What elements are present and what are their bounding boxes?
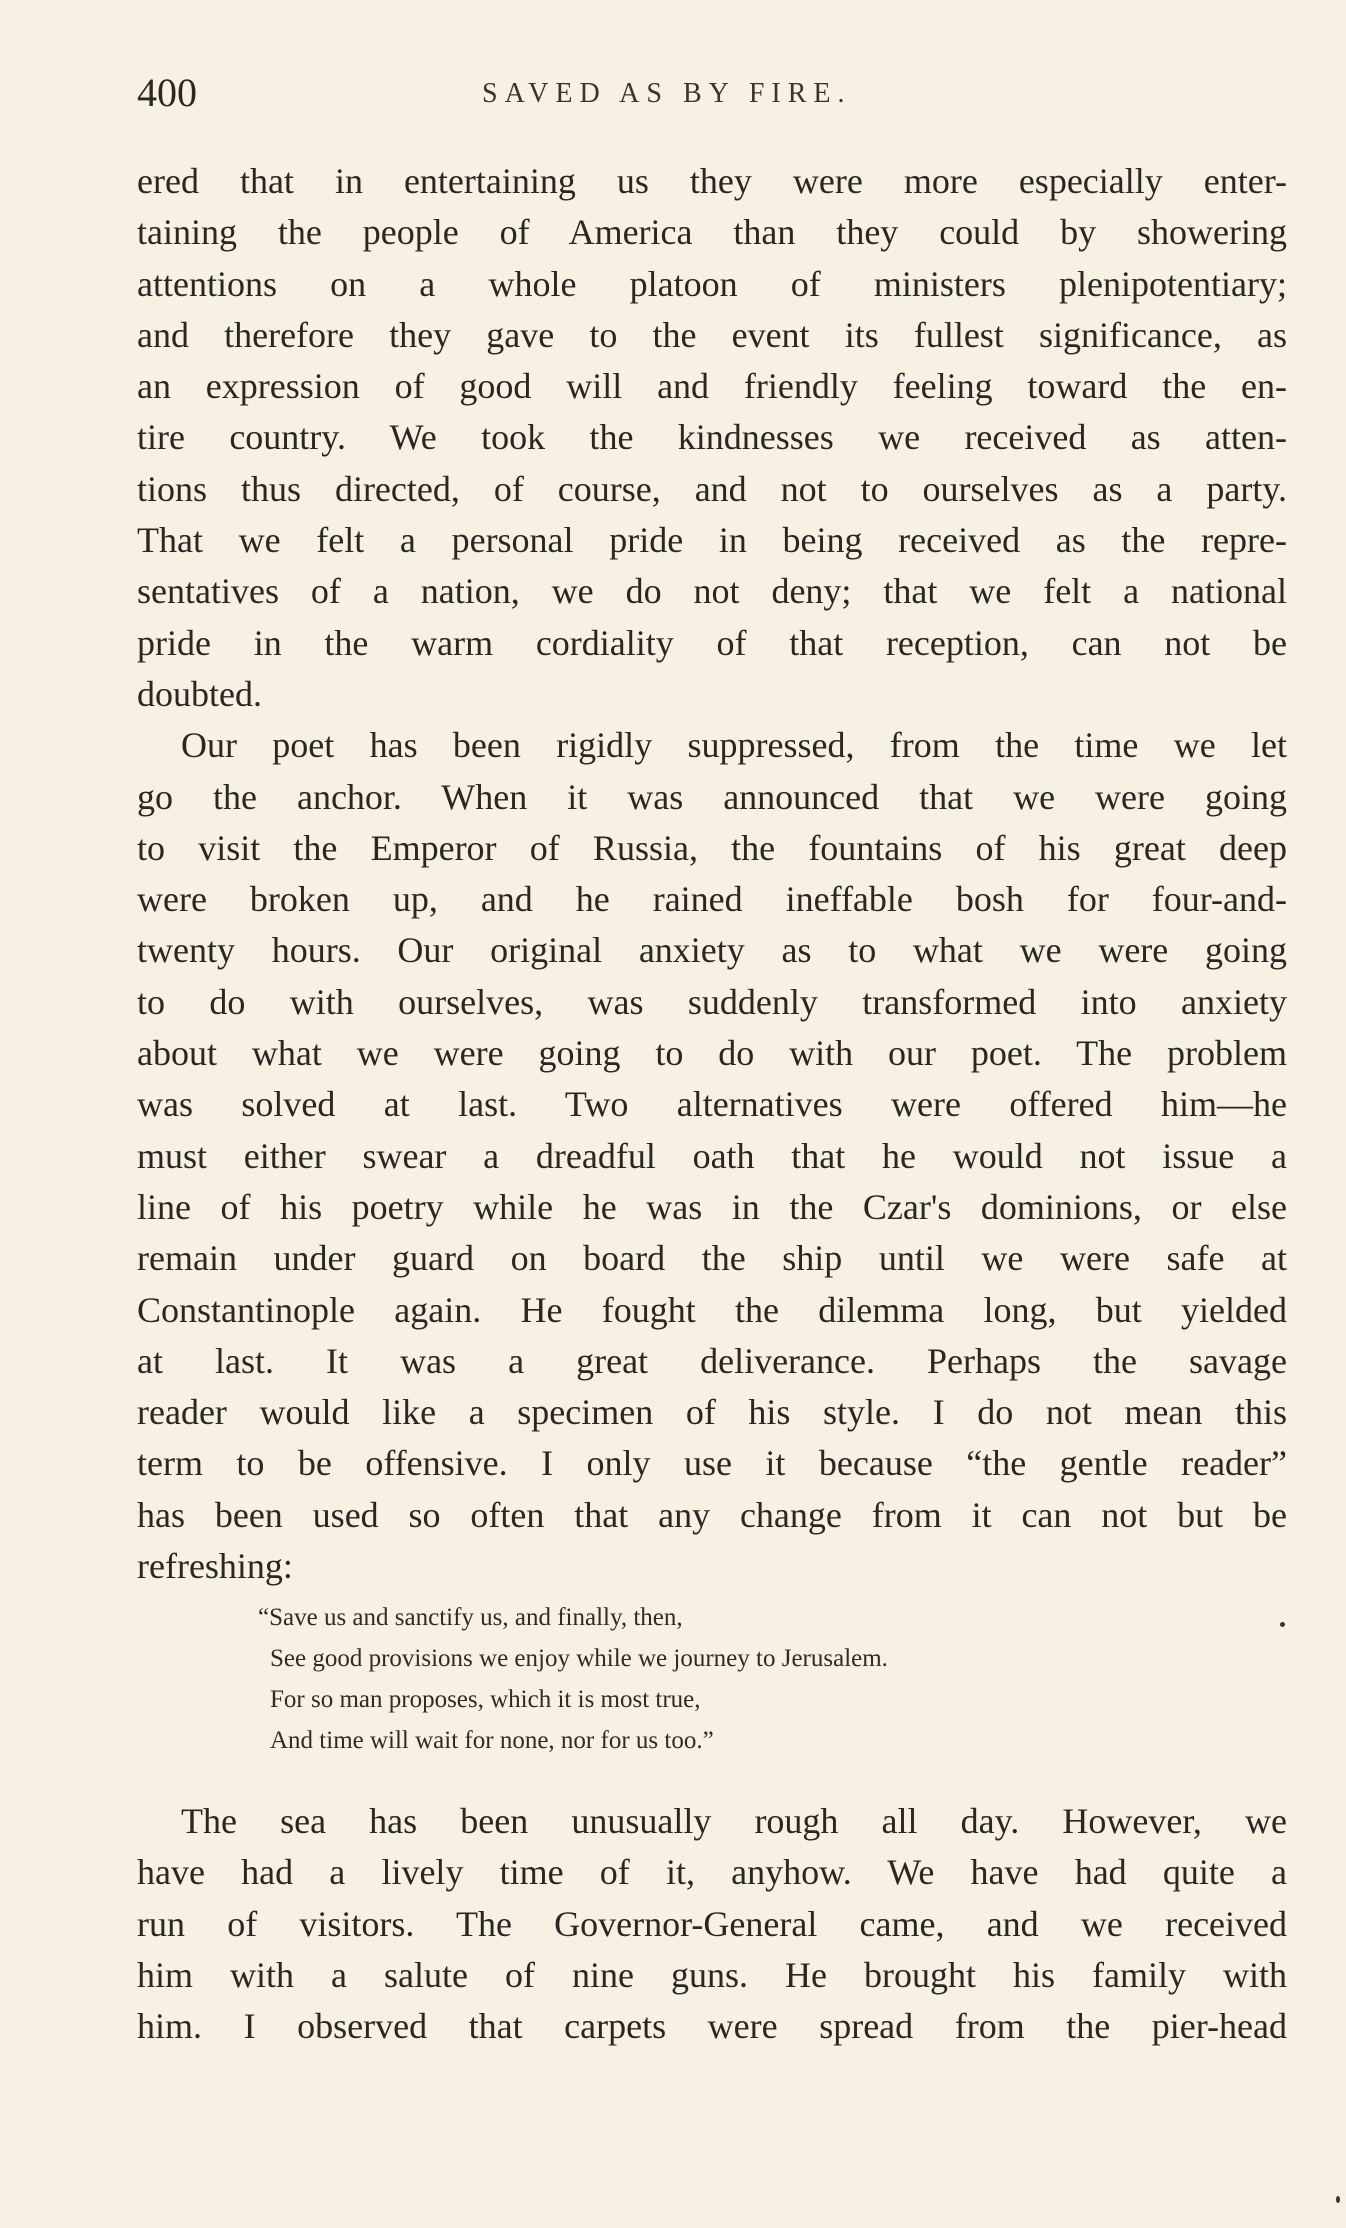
text-line: refreshing: (137, 1546, 293, 1587)
text-line: at last. It was a great deliverance. Perhaps the savage (137, 1340, 1287, 1381)
text-line: ered that in entertaining us they were more especially enter- (137, 161, 1287, 201)
text-line: have had a lively time of it, anyhow. We have had quite a (137, 1852, 1287, 1893)
text-line: remain under guard on board the ship until we were safe at (137, 1238, 1287, 1279)
text-line: reader would like a specimen of his style. I do not mean this (137, 1392, 1287, 1433)
body-text-lower (137, 1796, 1287, 2052)
text-line: to visit the Emperor of Russia, the fountains of his great deep (137, 827, 1287, 868)
text-line: was solved at last. Two alternatives were offered him—he (137, 1084, 1287, 1125)
poem-line: And time will wait for none, nor for us too.” (270, 1727, 714, 1754)
poem-excerpt (258, 1597, 1270, 1761)
text-line: Constantinople again. He fought the dilemma long, but yielded (137, 1289, 1287, 1330)
text-line: pride in the warm cordiality of that reception, can not be (137, 622, 1287, 663)
text-line: has been used so often that any change from it can not but be (137, 1494, 1287, 1535)
text-line: him. I observed that carpets were spread from the pier-head (137, 2006, 1287, 2047)
text-line: attentions on a whole platoon of ministers plenipotentiary; (137, 263, 1287, 304)
running-head (137, 68, 1287, 118)
text-line: That we felt a personal pride in being received as the repre- (137, 520, 1287, 561)
text-line: sentatives of a nation, we do not deny; that we felt a national (137, 571, 1287, 612)
text-line: line of his poetry while he was in the Czar's dominions, or else (137, 1186, 1287, 1227)
text-line: were broken up, and he rained ineffable bosh for four-and- (137, 879, 1287, 920)
poem-line: For so man proposes, which it is most true, (270, 1686, 701, 1713)
poem-line: See good provisions we enjoy while we journey to Jerusalem. (270, 1645, 888, 1672)
poem-line: “Save us and sanctify us, and finally, then, (258, 1604, 683, 1631)
text-line: tire country. We took the kindnesses we received as atten- (137, 417, 1287, 458)
text-line: an expression of good will and friendly feeling toward the en- (137, 366, 1287, 407)
body-text-upper (137, 156, 1287, 1592)
text-line: go the anchor. When it was announced that we were going (137, 776, 1287, 817)
text-line: taining the people of America than they could by showering (137, 212, 1287, 253)
text-line: The sea has been unusually rough all day. However, we (181, 1801, 1287, 1841)
text-line: doubted. (137, 673, 262, 714)
page-number: 400 (137, 70, 197, 115)
text-line: Our poet has been rigidly suppressed, from the time we let (181, 725, 1287, 766)
print-speck (1336, 2196, 1340, 2203)
text-line: tions thus directed, of course, and not to ourselves as a party. (137, 468, 1287, 509)
text-line: must either swear a dreadful oath that he would not issue a (137, 1135, 1287, 1176)
text-line: him with a salute of nine guns. He brought his family with (137, 1954, 1287, 1995)
text-line: term to be offensive. I only use it because “the gentle reader” (137, 1443, 1287, 1484)
text-line: about what we were going to do with our poet. The problem (137, 1033, 1287, 1074)
print-speck (1280, 1622, 1285, 1627)
running-title: SAVED AS BY FIRE. (482, 78, 852, 109)
text-line: twenty hours. Our original anxiety as to what we were going (137, 930, 1287, 971)
text-line: run of visitors. The Governor-General came, and we received (137, 1903, 1287, 1944)
text-line: and therefore they gave to the event its fullest significance, as (137, 314, 1287, 355)
text-line: to do with ourselves, was suddenly transformed into anxiety (137, 981, 1287, 1022)
